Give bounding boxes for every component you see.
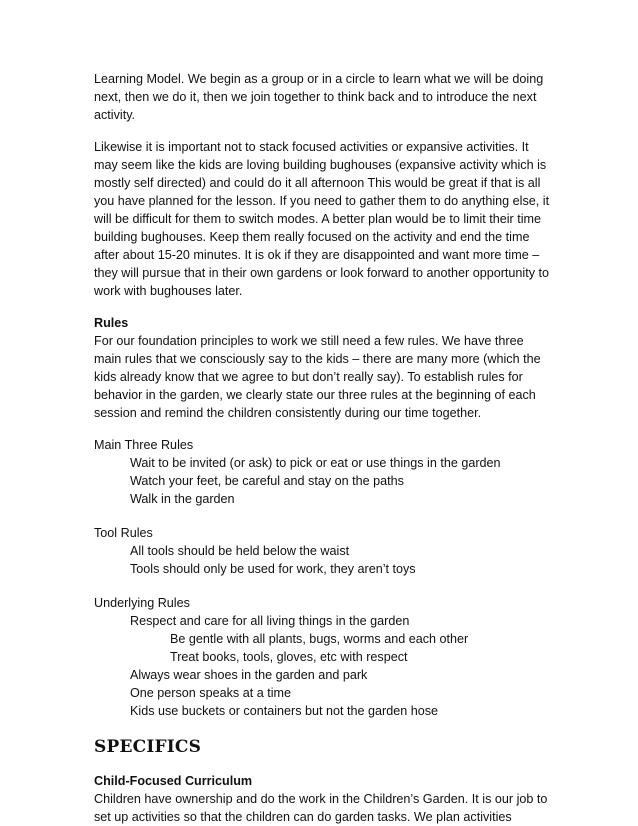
underlying-rule-item: Kids use buckets or containers but not the garden hose [130, 704, 439, 718]
tool-rules-title: Tool Rules [94, 526, 153, 540]
child-focused-subheading: Child-Focused Curriculum [94, 774, 253, 788]
rules-body: For our foundation principles to work we still need a few rules. We have three main rules that we consciously say to the kids – there are many more (which the kids already know that we agree to but don’t really say). To establish rules for behavior in the garden, we clearly state our three rules at the beginning of each session and remind the children consistently during our time together. [94, 334, 541, 420]
rules-section [94, 314, 554, 422]
child-focused-section [94, 772, 554, 826]
tool-rule-item: Tools should only be used for work, they aren’t toys [130, 562, 416, 576]
tool-rule-item: All tools should be held below the waist [130, 544, 350, 558]
underlying-rules-title: Underlying Rules [94, 596, 190, 610]
rules-heading: Rules [94, 316, 129, 330]
underlying-rule-item: Respect and care for all living things in the garden [130, 614, 410, 628]
underlying-rules [94, 594, 554, 720]
main-rule-item: Watch your feet, be careful and stay on the paths [130, 474, 404, 488]
underlying-sub-item: Treat books, tools, gloves, etc with respect [170, 650, 408, 664]
main-rule-item: Wait to be invited (or ask) to pick or eat or use things in the garden [130, 456, 501, 470]
document-page [94, 70, 554, 826]
underlying-rule-item: One person speaks at a time [130, 686, 292, 700]
underlying-rule-item: Always wear shoes in the garden and park [130, 668, 368, 682]
child-focused-body: Children have ownership and do the work in the Children’s Garden. It is our job to set up activities so that the children can do garden tasks. We plan activities [94, 792, 548, 824]
specifics-heading: SPECIFICS [94, 737, 202, 757]
underlying-sub-item: Be gentle with all plants, bugs, worms and each other [170, 632, 469, 646]
likewise-paragraph: Likewise it is important not to stack focused activities or expansive activities. It may seem like the kids are loving building bughouses (expansive activity which is mostly self directed) and could do it all afternoon This would be great if that is all you have planned for the lesson. If you need to gather them to do anything else, it will be difficult for them to switch modes. A better plan would be to limit their time building bughouses. Keep them really focused on the activity and end the time after about 15-20 minutes. It is ok if they are disappointed and want more time – they will pursue that in their own gardens or look forward to another opportunity to work with bughouses later. [94, 140, 550, 298]
main-three-rules [94, 436, 554, 508]
main-rule-item: Walk in the garden [130, 492, 235, 506]
intro-paragraph: Learning Model. We begin as a group or in a circle to learn what we will be doing next, then we do it, then we join together to think back and to introduce the next activity. [94, 72, 544, 122]
main-three-rules-title: Main Three Rules [94, 438, 194, 452]
tool-rules [94, 524, 554, 578]
